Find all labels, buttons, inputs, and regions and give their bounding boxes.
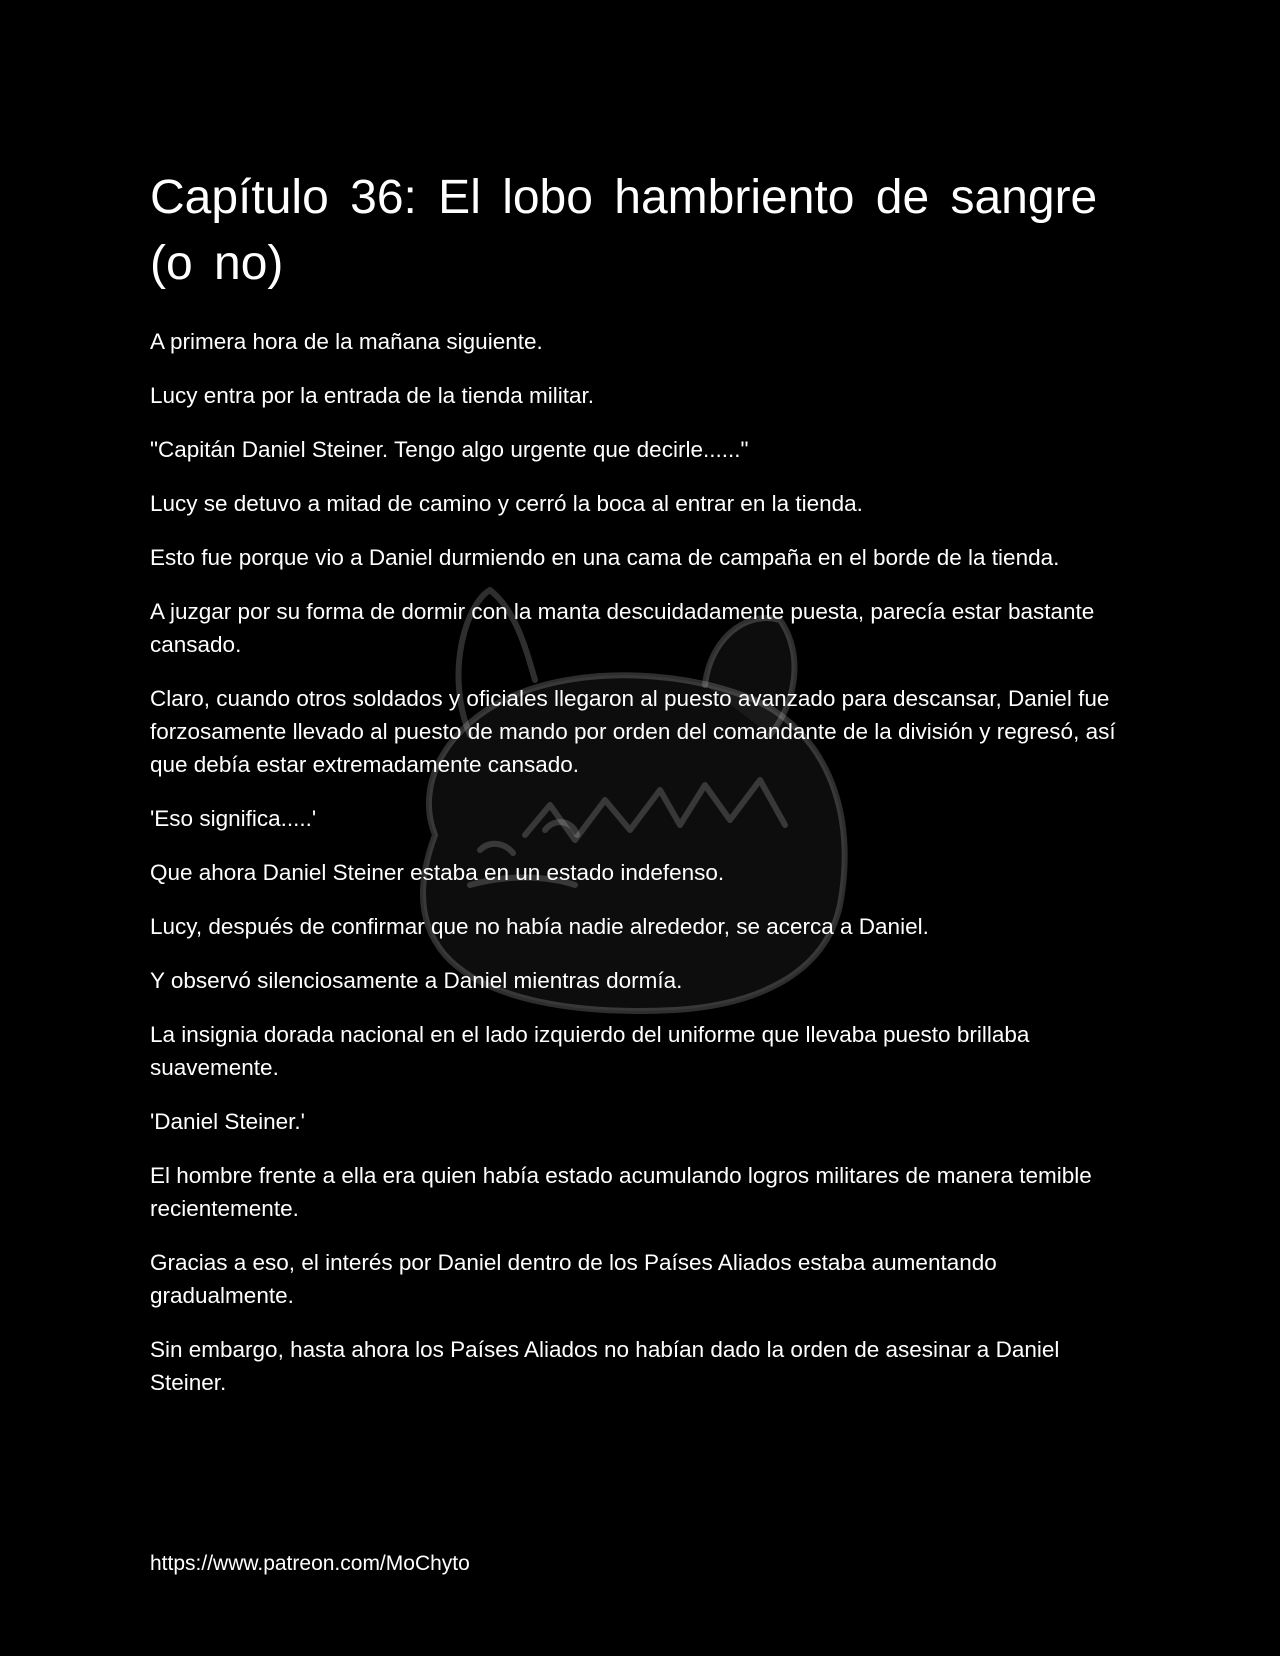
paragraph: Lucy, después de confirmar que no había nadie alrededor, se acerca a Daniel.: [150, 914, 929, 939]
paragraph: La insignia dorada nacional en el lado izquierdo del uniforme que llevaba puesto brillaba suavemente.: [150, 1022, 1030, 1080]
patreon-link[interactable]: https://www.patreon.com/MoChyto: [150, 1552, 470, 1575]
paragraph: Claro, cuando otros soldados y oficiales llegaron al puesto avanzado para descansar, Daniel fue forzosamente llevado al puesto de mando por orden del comandante de la división y regresó, así que debía estar extremadamente cansado.: [150, 686, 1116, 777]
paragraph: A primera hora de la mañana siguiente.: [150, 329, 543, 354]
paragraph: "Capitán Daniel Steiner. Tengo algo urgente que decirle......": [150, 437, 749, 462]
paragraph: 'Eso significa.....': [150, 806, 317, 831]
paragraph: 'Daniel Steiner.': [150, 1109, 305, 1134]
paragraph: Sin embargo, hasta ahora los Países Aliados no habían dado la orden de asesinar a Daniel Steiner.: [150, 1337, 1060, 1395]
paragraph: Gracias a eso, el interés por Daniel dentro de los Países Aliados estaba aumentando gradualmente.: [150, 1250, 997, 1308]
chapter-content: [150, 165, 1130, 1420]
chapter-title: Capítulo 36: El lobo hambriento de sangre (o no): [150, 171, 1098, 290]
paragraph: Esto fue porque vio a Daniel durmiendo en una cama de campaña en el borde de la tienda.: [150, 545, 1060, 570]
paragraph: Y observó silenciosamente a Daniel mientras dormía.: [150, 968, 683, 993]
paragraph: Que ahora Daniel Steiner estaba en un estado indefenso.: [150, 860, 725, 885]
paragraph: Lucy se detuvo a mitad de camino y cerró la boca al entrar en la tienda.: [150, 491, 863, 516]
paragraph: Lucy entra por la entrada de la tienda militar.: [150, 383, 595, 408]
paragraph: A juzgar por su forma de dormir con la manta descuidadamente puesta, parecía estar bastante cansado.: [150, 599, 1095, 657]
paragraph: El hombre frente a ella era quien había estado acumulando logros militares de manera temible recientemente.: [150, 1163, 1092, 1221]
